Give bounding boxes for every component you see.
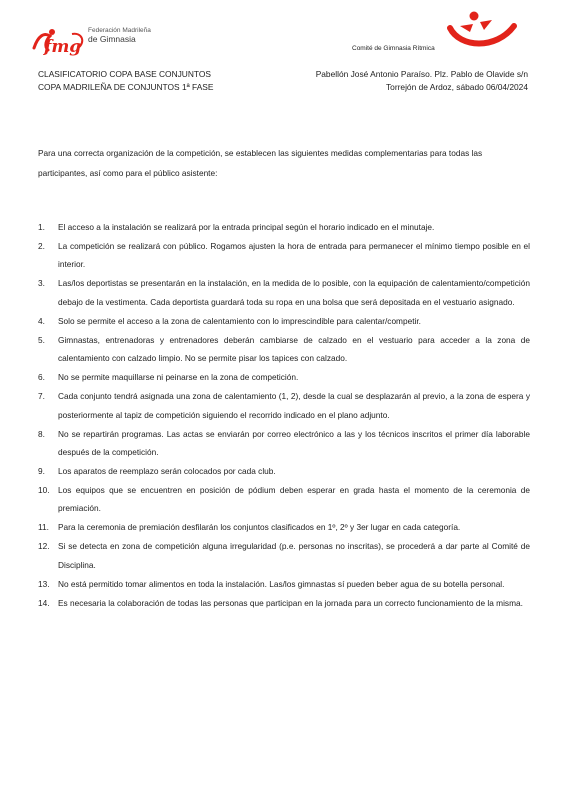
rule-number: 10. [38,485,50,496]
rule-item [38,518,530,536]
fmg-logo-icon [30,26,88,58]
rule-number: 8. [38,428,45,439]
rule-text: Los aparatos de reemplazo serán colocados por cada club. [58,466,276,477]
fmg-logo [30,26,170,58]
rule-item [38,537,530,574]
venue-line: Pabellón José Antonio Paraíso. Plz. Pablo de Olavide s/n [315,69,528,79]
rule-item [38,218,530,236]
rule-text: Cada conjunto tendrá asignada una zona de calentamiento (1, 2), desde la cual se desplazarán al previo, a la zona de espera y posteriormente al tapiz de competición siguiendo el recorrido indicado en el plano adjunto. [58,391,530,420]
rule-item [38,462,530,480]
rule-number: 14. [38,597,50,608]
rule-text: No está permitido tomar alimentos en toda la instalación. Las/los gimnastas sí pueden beber agua de su botella personal. [58,578,505,589]
rule-item [38,368,530,386]
rule-number: 12. [38,541,50,552]
rule-item [38,312,530,330]
rules-list [38,218,530,613]
rule-text: No se permite maquillarse ni peinarse en la zona de competición. [58,372,299,383]
rule-item [38,594,530,612]
rule-item [38,331,530,368]
rule-text: Solo se permite el acceso a la zona de calentamiento con lo imprescindible para calentar/competir. [58,315,421,326]
rule-item [38,425,530,462]
rule-number: 1. [38,222,45,232]
rule-text: El acceso a la instalación se realizará por la entrada principal según el horario indicado en el minutaje. [58,222,435,232]
rule-number: 7. [38,391,45,402]
gimnasia-ritmica-logo-icon [440,10,520,50]
rule-text: No se repartirán programas. Las actas se enviarán por correo electrónico a las y los técnicos inscritos el primer día laborable después de la competición. [58,428,530,458]
rule-number: 5. [38,334,45,345]
rule-number: 2. [38,241,45,251]
rule-text: Es necesaria la colaboración de todas las personas que participan en la jornada para un correcto funcionamiento de la misma. [58,597,523,608]
committee-name: Comité de Gimnasia Rítmica [352,45,435,52]
federation-line2: de Gimnasia [88,34,136,44]
date-line: Torrejón de Ardoz, sábado 06/04/2024 [385,82,528,92]
competition-title-line2: COPA MADRILEÑA DE CONJUNTOS 1ª FASE [38,82,214,92]
rule-item [38,575,530,593]
venue-info [316,68,528,94]
intro-paragraph: Para una correcta organización de la competición, se establecen las siguientes medidas complementarias para todas las participantes, así como para el público asistente: [38,148,483,178]
rule-number: 9. [38,466,45,477]
svg-text:fmg: fmg [44,37,82,57]
rule-item [38,387,530,424]
rule-text: Si se detecta en zona de competición alguna irregularidad (p.e. personas no inscritas), se procederá a dar parte al Comité de Disciplina. [58,541,530,570]
rule-number: 6. [38,372,45,383]
rule-number: 4. [38,315,45,326]
rule-item [38,274,530,311]
rule-text: Los equipos que se encuentren en posición de pódium deben esperar en grada hasta el momento de la ceremonia de premiación. [58,485,530,514]
federation-name [88,26,151,44]
rule-item [38,237,530,274]
federation-line1: Federación Madrileña [88,27,151,34]
competition-title [38,68,213,94]
rule-text: Gimnastas, entrenadoras y entrenadores deberán cambiarse de calzado en el vestuario para acceder a la zona de calentamiento con calzado limpio. No se permite pisar los tapices con calzado. [58,334,530,364]
rule-item [38,481,530,518]
competition-title-line1: CLASIFICATORIO COPA BASE CONJUNTOS [38,69,211,79]
rule-number: 13. [38,578,50,589]
rule-number: 3. [38,278,45,289]
rule-text: Para la ceremonia de premiación desfilarán los conjuntos clasificados en 1º, 2º y 3er lugar en cada categoría. [58,522,461,533]
rule-text: Las/los deportistas se presentarán en la instalación, en la medida de lo posible, con la equipación de calentamiento/competición debajo de la vestimenta. Cada deportista guardará toda su ropa en una bolsa que será depositada en el vestuario asignado. [58,278,530,307]
rule-number: 11. [38,522,49,533]
rule-text: La competición se realizará con público. Rogamos ajusten la hora de entrada para permanecer el mínimo tiempo posible en el interior. [58,241,530,270]
ritmica-logo [440,10,520,50]
